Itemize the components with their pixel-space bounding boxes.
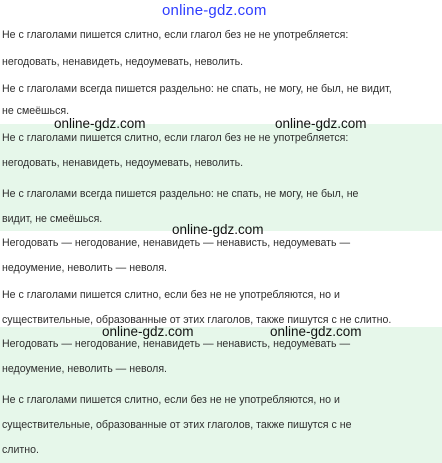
text-line: Не с глаголами всегда пишется раздельно: не спать, не могу, не был, не видит, xyxy=(2,83,392,95)
text-line: негодовать, ненавидеть, недоумевать, неволить. xyxy=(2,157,244,169)
text-line: недоумение, неволить — неволя. xyxy=(2,363,167,375)
watermark: online-gdz.com xyxy=(102,324,194,339)
text-line: Не с глаголами пишется слитно, если глагол без не не употребляется: xyxy=(2,29,349,41)
text-line: существительные, образованные от этих глаголов, также пишутся с не слитно. xyxy=(2,314,392,326)
text-line: Не с глаголами пишется слитно, если без не не употребляются, но и xyxy=(2,394,340,406)
watermark: online-gdz.com xyxy=(162,2,267,19)
text-line: недоумение, неволить — неволя. xyxy=(2,262,167,274)
text-line: существительные, образованные от этих глаголов, также пишутся с не xyxy=(2,419,352,431)
text-line: негодовать, ненавидеть, недоумевать, неволить. xyxy=(2,56,244,68)
watermark: online-gdz.com xyxy=(172,222,264,237)
text-line: Негодовать — негодование, ненавидеть — ненависть, недоумевать — xyxy=(2,237,351,249)
text-line: Не с глаголами всегда пишется раздельно: не спать, не могу, не был, не xyxy=(2,188,359,200)
text-line: Негодовать — негодование, ненавидеть — ненависть, недоумевать — xyxy=(2,338,351,350)
watermark: online-gdz.com xyxy=(54,116,146,131)
text-line: не смеёшься. xyxy=(2,105,70,117)
text-line: слитно. xyxy=(2,444,39,456)
watermark: online-gdz.com xyxy=(275,116,367,131)
watermark: online-gdz.com xyxy=(270,324,362,339)
text-line: видит, не смеёшься. xyxy=(2,213,103,225)
text-line: Не с глаголами пишется слитно, если без не не употребляются, но и xyxy=(2,289,340,301)
text-line: Не с глаголами пишется слитно, если глагол без не не употребляется: xyxy=(2,132,349,144)
